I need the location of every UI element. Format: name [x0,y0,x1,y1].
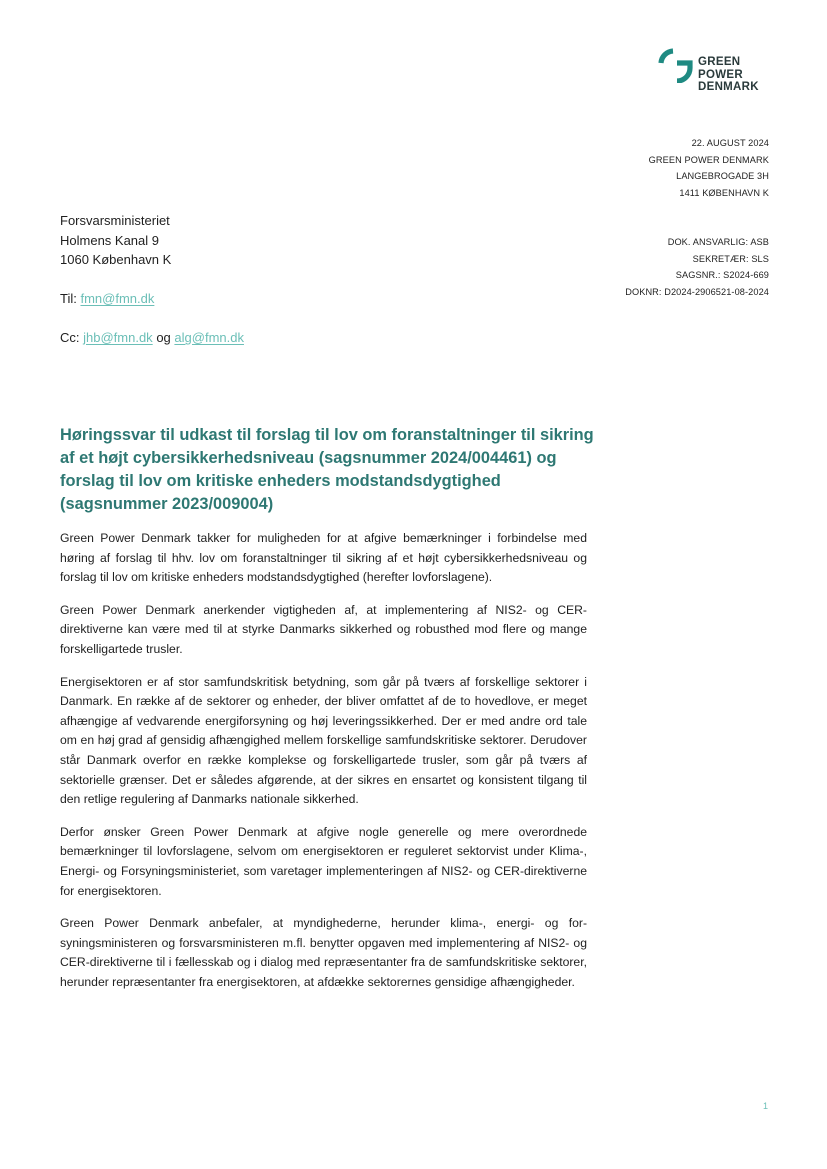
sekretaer: SEKRETÆR: SLS [692,253,769,264]
body-paragraph: Green Power Denmark takker for muligheden for at afgive bemærkninger i forbindelse med høring af forslag til hhv. lov om foranstaltninger til sikring af et højt cybersikkerhedsniveau og forslag til lov om kritiske enheders modstandsdygtighed (herefter lovforslagene). [60,531,587,585]
logo-line-1: GREEN [698,56,741,68]
cc-email-link-2[interactable]: alg@fmn.dk [174,330,244,345]
page-number: 1 [762,1101,768,1111]
sender-city: 1411 KØBENHAVN K [679,187,769,198]
body-paragraph: Energisektoren er af stor samfundskritisk betydning, som går på tværs af forskellige sektorer i Danmark. En række af de sektorer og enheder, der bliver omfattet af de to hovedlove, er meget afhængige af vedvarende energiforsyning og høj leveringssikkerhed. Der er med andre ord tale om en høj grad af gensidig afhængighed mellem forskellige samfundskritiske sektorer. Derudover står Danmark overfor en række komplekse og forskelligartede trusler, som går på tværs af sektorielle grænser. Det er således afgørende, at der sikres en ensartet og konsistent tilgang til den retlige regulering af Danmarks nationale sikkerhed. [60,674,587,807]
logo-line-2: POWER [698,68,743,81]
letter-body [60,529,587,1005]
sender-block [649,135,769,201]
body-paragraph: Green Power Denmark anerkender vigtigheden af, at implementering af NIS2- og CER-direktiverne kan være med til at styrke Danmarks sikkerhed og robusthed mod flere og mange forskelligartede trusler. [60,602,587,656]
logo-line-3: DENMARK [698,81,759,93]
to-label: Til: [60,291,77,306]
cc-email-link-1[interactable]: jhb@fmn.dk [83,330,153,345]
green-power-denmark-logo [657,45,777,97]
logo-wordmark [698,56,759,94]
sagsnr: SAGSNR.: S2024-669 [675,270,769,280]
cc-conjunction: og [156,330,171,345]
body-paragraph: Derfor ønsker Green Power Denmark at afgive nogle generelle og mere overordnede bemærkninger til lovforslagene, selvom om energisektoren er reguleret sektorvist under Klima-, Energi- og Forsyningsministeriet, som varetager implementeringen af NIS2- og CER-direktiverne for energisektoren. [60,824,587,898]
body-paragraph: Green Power Denmark anbefaler, at myndighederne, herunder klima-, energi- og forsyningsministeren og forsvarsministeren m.fl. benytter opgaven med implementering af NIS2- og CER-direktiverne til i fællesskab og i dialog med repræsentanter fra de samfundskritiske sektorer, herunder repræsentanter fra energisektoren, at afdække sektorernes gensidige afhængigheder. [60,916,587,989]
to-line [60,289,154,308]
letter-date: 22. AUGUST 2024 [691,138,769,148]
dok-ansvarlig: DOK. ANSVARLIG: ASB [667,237,769,247]
cc-label: Cc: [60,330,80,345]
doknr: DOKNR: D2024-2906521-08-2024 [625,286,769,297]
document-meta [625,234,769,300]
cc-line [60,328,244,347]
gpd-logo-icon [657,47,693,83]
recipient-name: Forsvarsministeriet [60,213,170,228]
recipient-street: Holmens Kanal 9 [60,232,159,248]
to-email-link[interactable]: fmn@fmn.dk [80,291,155,306]
recipient-address [60,211,171,270]
recipient-city: 1060 København K [60,252,172,267]
sender-org: GREEN POWER DENMARK [648,154,769,165]
document-title: Høringssvar til udkast til forslag til lov om foranstaltninger til sikring af et højt cybersikkerhedsniveau (sagsnummer 2024/004461) og forslag til lov om kritiske enheders modstandsdygtighed (sagsnummer 2023/009004) [60,426,594,513]
sender-street: LANGEBROGADE 3H [676,171,769,181]
